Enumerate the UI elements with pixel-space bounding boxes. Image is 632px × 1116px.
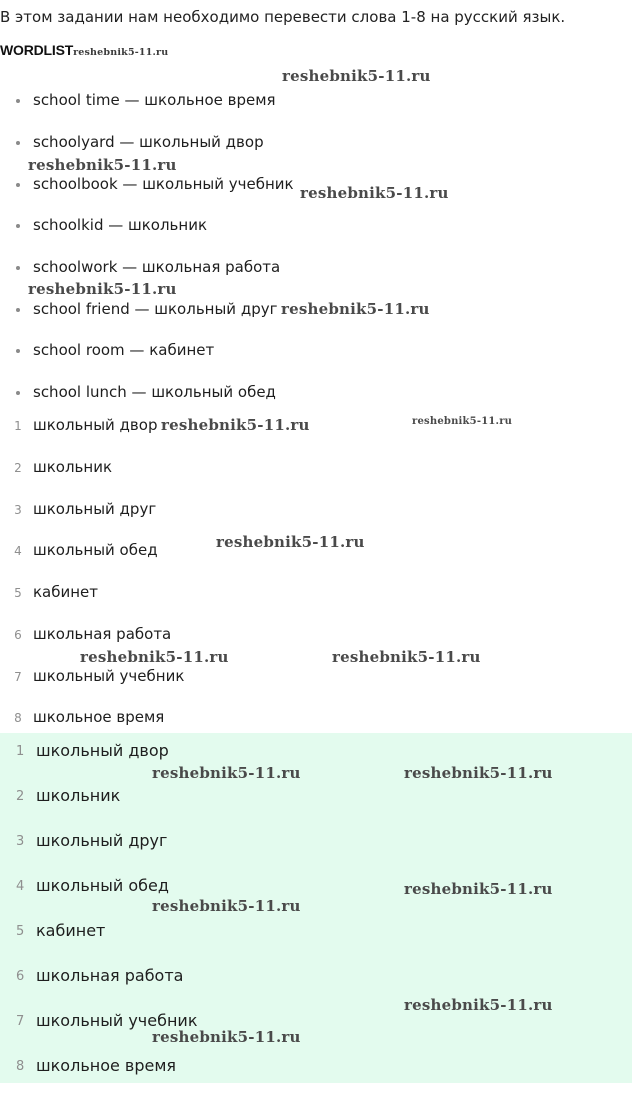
item-number: 6	[14, 628, 22, 642]
answer-panel	[0, 733, 632, 1083]
item-text: школьный обед	[36, 876, 169, 895]
list-item-text: schoolbook — школьный учебник	[33, 175, 294, 193]
watermark-logo: reshebnik5-11.ru	[404, 996, 553, 1014]
bullet-icon	[16, 141, 20, 145]
item-number: 6	[16, 969, 25, 984]
bullet-icon	[16, 349, 20, 353]
watermark-logo: reshebnik5-11.ru	[73, 47, 169, 58]
watermark-logo: reshebnik5-11.ru	[332, 648, 481, 666]
item-number: 2	[14, 461, 22, 475]
item-number: 8	[16, 1059, 25, 1074]
item-text: школьный друг	[33, 500, 157, 518]
watermark-logo: reshebnik5-11.ru	[80, 648, 229, 666]
item-text: кабинет	[33, 583, 99, 601]
item-text: школьная работа	[36, 966, 184, 985]
item-text: школьник	[33, 458, 113, 476]
item-text: школьный друг	[36, 831, 168, 850]
list-item-text: schoolkid — школьник	[33, 216, 208, 234]
item-number: 5	[14, 586, 22, 600]
item-number: 2	[16, 789, 25, 804]
item-text: кабинет	[36, 921, 106, 940]
watermark-logo: reshebnik5-11.ru	[412, 416, 513, 427]
list-item-text: school friend — школьный друг	[33, 300, 278, 318]
watermark-logo: reshebnik5-11.ru	[281, 300, 430, 318]
watermark-logo: reshebnik5-11.ru	[300, 184, 449, 202]
watermark-logo: reshebnik5-11.ru	[404, 764, 553, 782]
item-text: школьная работа	[33, 625, 172, 643]
list-item-text: school time — школьное время	[33, 91, 276, 109]
item-number: 1	[16, 744, 25, 759]
wordlist-heading-label: WORDLIST	[0, 42, 74, 58]
item-number: 3	[14, 503, 22, 517]
item-text: школьный обед	[33, 541, 158, 559]
item-number: 4	[14, 544, 22, 558]
wordlist-heading	[0, 41, 168, 59]
item-text: школьник	[36, 786, 121, 805]
item-text: школьное время	[36, 1056, 177, 1075]
list-item-text: schoolyard — школьный двор	[33, 133, 264, 151]
list-item-text: school room — кабинет	[33, 341, 215, 359]
item-number: 1	[14, 419, 22, 433]
intro-text: В этом задании нам необходимо перевести слова 1-8 на русский язык.	[0, 8, 566, 26]
bullet-icon	[16, 99, 20, 103]
watermark-logo: reshebnik5-11.ru	[152, 897, 301, 915]
item-number: 5	[16, 924, 25, 939]
item-text: школьное время	[33, 708, 165, 726]
watermark-logo: reshebnik5-11.ru	[28, 156, 177, 174]
bullet-icon	[16, 224, 20, 228]
watermark-logo: reshebnik5-11.ru	[28, 280, 177, 298]
list-item-text: school lunch — школьный обед	[33, 383, 276, 401]
bullet-icon	[16, 391, 20, 395]
watermark-logo: reshebnik5-11.ru	[216, 533, 365, 551]
watermark-logo: reshebnik5-11.ru	[282, 67, 431, 85]
item-number: 4	[16, 879, 25, 894]
item-text: школьный учебник	[33, 667, 185, 685]
item-number: 7	[14, 670, 22, 684]
bullet-icon	[16, 266, 20, 270]
watermark-logo: reshebnik5-11.ru	[152, 1028, 301, 1046]
watermark-logo: reshebnik5-11.ru	[404, 880, 553, 898]
item-number: 7	[16, 1014, 25, 1029]
item-number: 8	[14, 711, 22, 725]
bullet-icon	[16, 308, 20, 312]
watermark-logo: reshebnik5-11.ru	[152, 764, 301, 782]
item-text: школьный учебник	[36, 1011, 198, 1030]
bullet-icon	[16, 183, 20, 187]
item-text: школьный двор	[36, 741, 169, 760]
watermark-logo: reshebnik5-11.ru	[161, 416, 310, 434]
item-text: школьный двор	[33, 416, 158, 434]
item-number: 3	[16, 834, 25, 849]
list-item-text: schoolwork — школьная работа	[33, 258, 281, 276]
